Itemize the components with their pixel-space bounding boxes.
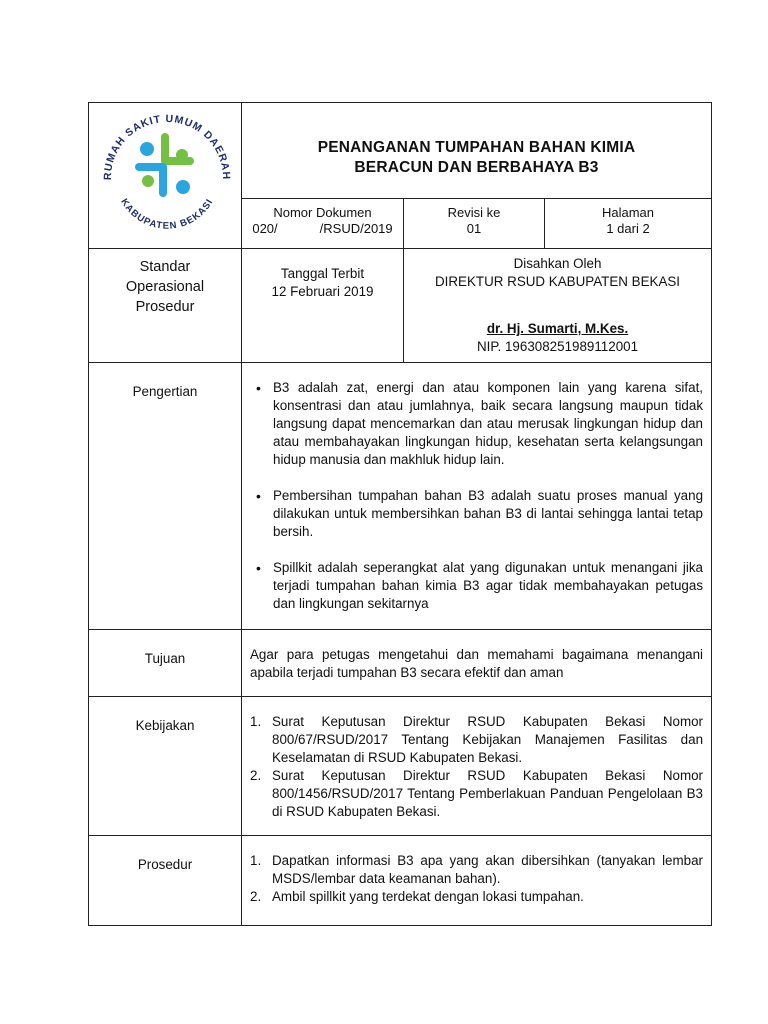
section-kebijakan-label-cell (89, 697, 242, 836)
title-line-2: BERACUN DAN BERBAHAYA B3 (354, 159, 599, 176)
hospital-logo-cell (89, 103, 242, 249)
section-label-pengertian: Pengertian (132, 384, 198, 399)
page-value: 1 dari 2 (606, 221, 650, 237)
doc-number-label: Nomor Dokumen (273, 205, 372, 221)
list-number: 2. (250, 768, 262, 783)
issue-date-label: Tanggal Terbit (280, 266, 365, 281)
list-item (250, 713, 704, 767)
list-item: • B3 adalah zat, energi dan atau komponen lain yang karena sifat, konsentrasi dan atau jumlahnya, baik secara langsung maupun tidak langsung dapat mencemarkan dan atau merusak lingkungan hidup dan atau membahayakan lingkungan hidup, kesehatan serta kelangsungan hidup manusia dan makhluk hidup lain. (273, 379, 703, 469)
hospital-logo (89, 103, 241, 243)
signer-nip: NIP. 196308251989112001 (476, 339, 639, 354)
svg-text:KABUPATEN BEKASI (118, 197, 215, 232)
section-tujuan-content (242, 630, 712, 697)
list-item (250, 852, 704, 888)
signer-name: dr. Hj. Sumarti, M.Kes. (486, 321, 629, 336)
tujuan-text: Agar para petugas mengetahui dan memahami bagaimana menangani apabila terjadi tumpahan B3 secara efektif dan aman (250, 647, 704, 680)
doc-number-suffix: /RSUD/2019 (319, 221, 393, 237)
list-item: • Spillkit adalah seperangkat alat yang digunakan untuk menangani jika terjadi tumpahan bahan kimia B3 agar tidak membahayakan petugas dan lingkungan sekitarnya (273, 559, 703, 613)
sop-label-line-2: Operasional (125, 279, 205, 295)
approved-by-label: Disahkan Oleh (513, 256, 602, 271)
list-text: Dapatkan informasi B3 apa yang akan dibersihkan (tanyakan lembar MSDS/lembar data keamanan bahan). (272, 853, 704, 886)
sop-label-line-1: Standar (139, 259, 191, 275)
list-number: 2. (250, 889, 262, 904)
section-prosedur-content (242, 836, 712, 926)
list-item: • Pembersihan tumpahan bahan B3 adalah suatu proses manual yang dilakukan untuk membersihkan bahan B3 di lantai sehingga lantai tetap bersih. (273, 487, 703, 541)
section-pengertian-label-cell (89, 363, 242, 630)
doc-number-value (242, 221, 403, 237)
approver-title: DIREKTUR RSUD KABUPATEN BEKASI (434, 274, 681, 289)
section-label-prosedur: Prosedur (137, 857, 193, 872)
sop-document (88, 102, 711, 926)
section-kebijakan-content (242, 697, 712, 836)
sop-label (89, 249, 241, 317)
section-tujuan-label-cell (89, 630, 242, 697)
revision-label: Revisi ke (447, 205, 501, 221)
list-text: Surat Keputusan Direktur RSUD Kabupaten Bekasi Nomor 800/1456/RSUD/2017 Tentang Pemberlakuan Panduan Pengelolaan B3 di RSUD Kabupaten Bekasi. (272, 768, 704, 819)
doc-number-cell (242, 199, 404, 249)
page-label: Halaman (601, 205, 655, 221)
list-text: Surat Keputusan Direktur RSUD Kabupaten Bekasi Nomor 800/67/RSUD/2017 Tentang Kebijakan Manajemen Fasilitas dan Keselamatan di RSUD Kabupaten Bekasi. (272, 714, 704, 765)
title-line-1: PENANGANAN TUMPAHAN BAHAN KIMIA (317, 139, 636, 156)
title-cell (242, 103, 712, 199)
sop-table (88, 102, 712, 926)
logo-ring-bottom: KABUPATEN BEKASI (118, 196, 216, 232)
sop-label-line-3: Prosedur (135, 299, 195, 315)
section-label-tujuan: Tujuan (144, 651, 186, 666)
list-number: 1. (250, 853, 262, 868)
issue-date-value: 12 Februari 2019 (271, 284, 374, 299)
revision-value: 01 (466, 221, 482, 237)
revision-cell (404, 199, 545, 249)
approval-cell (404, 249, 712, 363)
sop-label-cell (89, 249, 242, 363)
page-cell (545, 199, 712, 249)
list-text: Ambil spillkit yang terdekat dengan lokasi tumpahan. (272, 889, 584, 904)
section-label-kebijakan: Kebijakan (135, 718, 195, 733)
list-item (250, 767, 704, 821)
list-number: 1. (250, 714, 262, 729)
logo-ring-top: RUMAH SAKIT UMUM DAERAH (101, 112, 233, 181)
doc-number-prefix: 020/ (252, 221, 278, 237)
section-prosedur-label-cell (89, 836, 242, 926)
section-pengertian-content (242, 363, 712, 630)
list-item (250, 888, 703, 906)
logo-emblem-icon (139, 137, 190, 194)
page-title (242, 103, 711, 178)
issue-date-cell (242, 249, 404, 363)
